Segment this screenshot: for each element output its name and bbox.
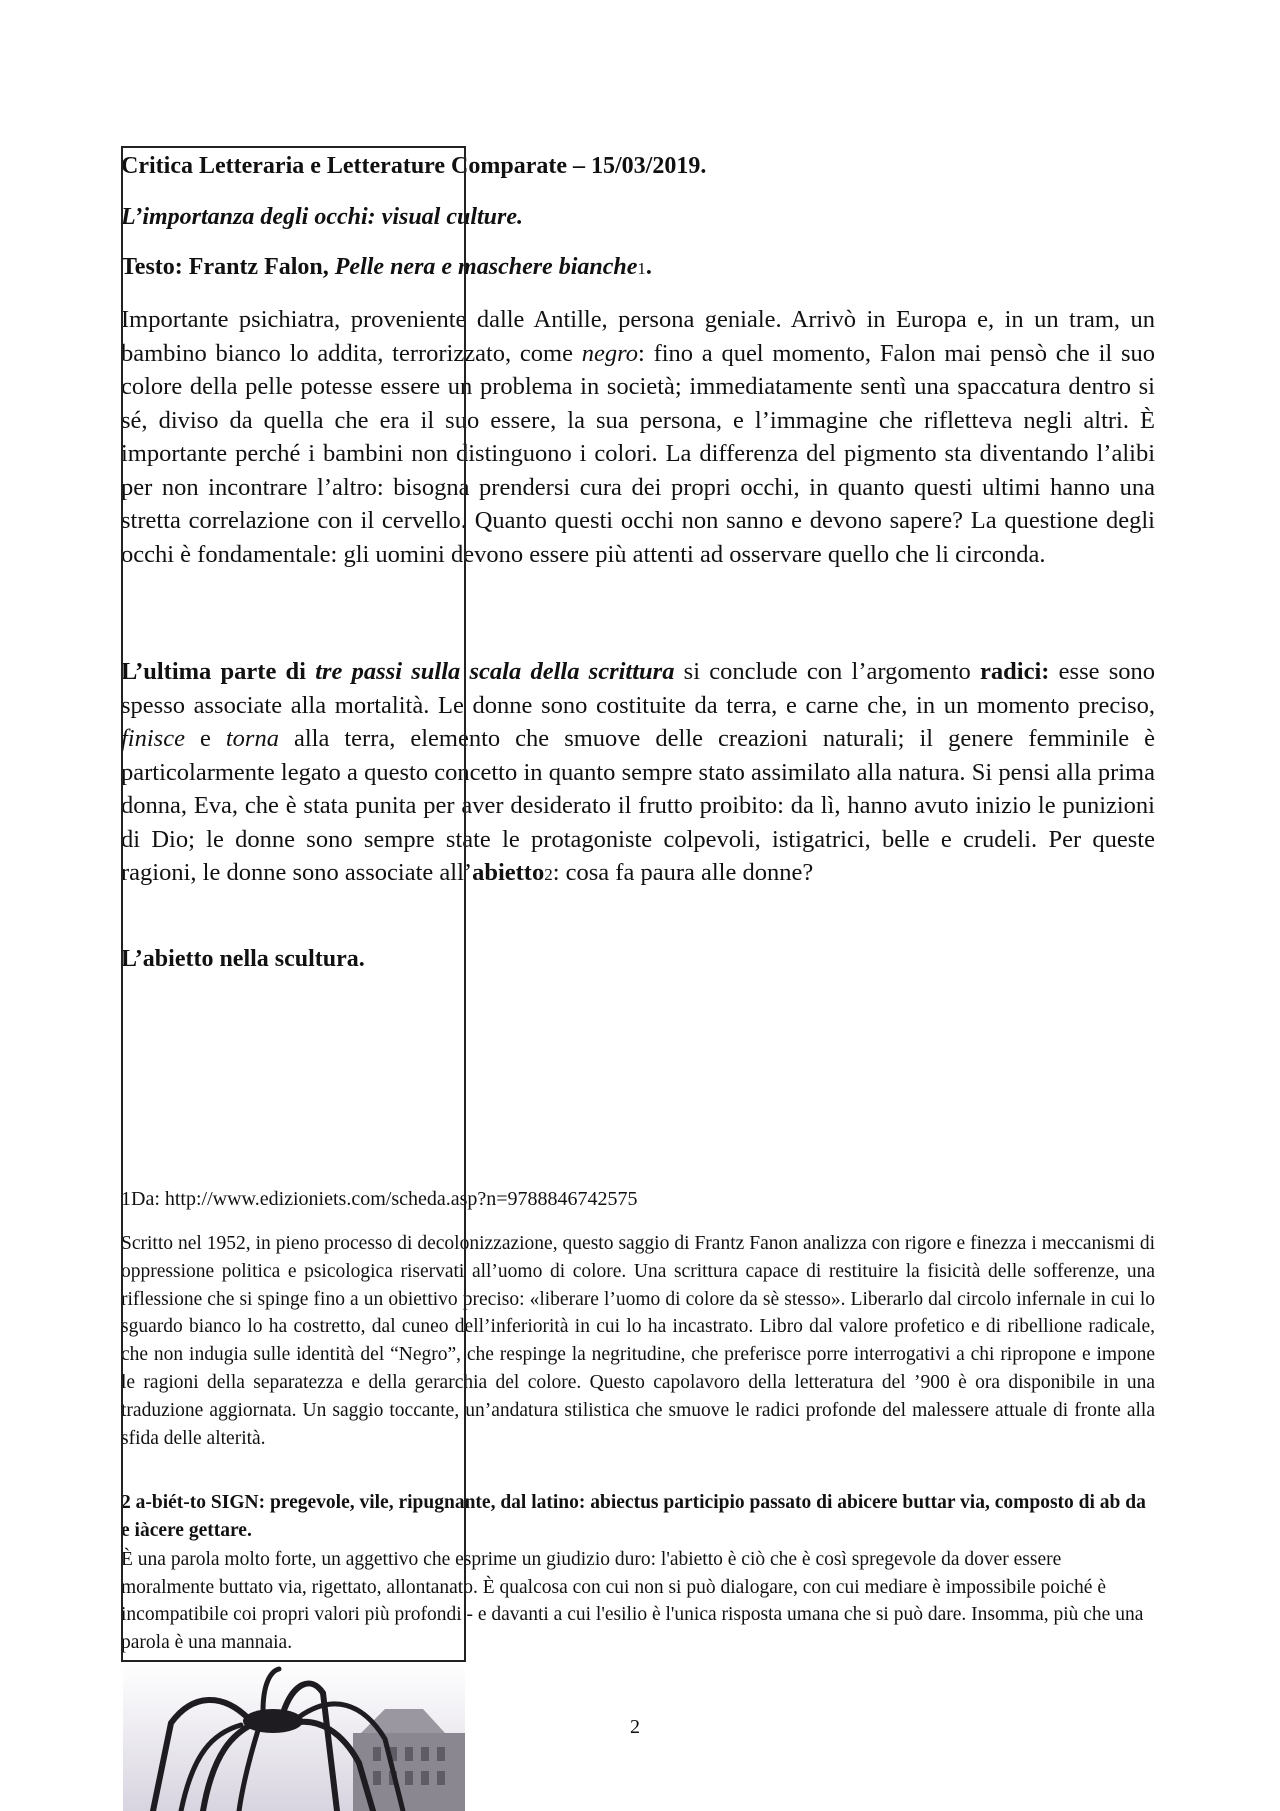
footnote-ref-1: 1: [637, 259, 646, 278]
footnote-1-body: Scritto nel 1952, in pieno processo di decolonizzazione, questo saggio di Frantz Fanon analizza con rigore e finezza i meccanismi di oppressione politica e psicologica riservati all’uomo di colore. Una scrittura capace di restituire la fisicità delle sofferenze, una riflessione che si spinge fino a un obiettivo preciso: «liberare l’uomo di colore da sè stesso». Liberarlo dal circolo infernale in cui lo sguardo bianco lo ha costretto, dal cuneo dell’inferiorità in cui lo ha incastrato. Libro dal valore profetico e di ribellione radicale, che non indugia sulle identità del “Negro”, che respinge la negritudine, che preferisce porre interrogativi a chi ripropone e impone le ragioni della separatezza e della gerarchia del colore. Questo capolavoro della letteratura del ’900 è ora disponibile in una traduzione aggiornata. Un saggio toccante, un’andatura stilistica che smuove le radici profonde del malessere attuale di fronte alla sfida delle alterità.: [121, 1233, 1155, 1449]
text-reference-end: .: [645, 254, 652, 280]
paragraph-2-part-e: esse sono spesso associate alla mortalità. Le donne sono costituite da terra, e carne che, in un momento preciso,: [121, 658, 1155, 719]
image-frame: [121, 146, 466, 1662]
footnote-1-source: 1Da: http://www.edizioniets.com/scheda.asp?n=9788846742575: [121, 1188, 638, 1210]
paragraph-2-part-i: alla terra, elemento che smuove delle creazioni naturali; il genere femminile è particolarmente legato a questo concetto in quanto sempre stato assimilato alla natura. Si pensi alla prima donna, Eva, che è stata punita per aver desiderato il frutto proibito: da lì, hanno avuto inizio le punizioni di Dio; le donne sono sempre state le protagoniste colpevoli, istigatrici, belle e crudeli. Per queste ragioni, le donne sono associate all’: [121, 725, 1155, 886]
text-reference-label: Testo: Frantz Falon,: [121, 254, 335, 280]
paragraph-2-part-c: si conclude con l’argomento: [674, 658, 981, 685]
paragraph-1-italic-negro: negro: [581, 339, 638, 367]
section-heading: L’abietto nella scultura.: [121, 946, 365, 972]
paragraph-2-part-l: : cosa fa paura alle donne?: [552, 859, 814, 886]
spider-sculpture-photo: [123, 1663, 465, 1811]
text-reference-book: Pelle nera e maschere bianche: [334, 254, 638, 280]
paragraph-2-bold-radici: radici:: [980, 658, 1050, 685]
footnote-2-heading: 2 a-biét-to SIGN: pregevole, vile, ripugnante, dal latino: abiectus participio passato di abicere buttar via, composto di ab da e iàcere gettare.: [121, 1492, 1146, 1541]
paragraph-1-part-c: : fino a quel momento, Falon mai pensò che il suo colore della pelle potesse essere un problema in società; immediatamente sentì una spaccatura dentro si sé, diviso da quella che era il suo essere, la sua persona, e l’immagine che rifletteva negli altri. È importante perché i bambini non distinguono i colori. La differenza del pigmento sta diventando l’alibi per non incontrare l’altro: bisogna prendersi cura dei propri occhi, in quanto questi ultimi hanno una stretta correlazione con il cervello. Quanto questi occhi non sanno e devono sapere? La questione degli occhi è fondamentale: gli uomini devono essere più attenti ad osservare quello che li circonda.: [121, 339, 1155, 568]
document-subtitle: L’importanza degli occhi: visual culture.: [121, 204, 524, 230]
page-number: 2: [630, 1716, 640, 1738]
footnote-2-body: È una parola molto forte, un aggettivo che esprime un giudizio duro: l'abietto è ciò che è così spregevole da dover essere moralmente buttato via, rigettato, allontanato. È qualcosa con cui non si può dialogare, con cui mediare è impossibile poiché è incompatibile coi propri valori più profondi - e davanti a cui l'esilio è l'unica risposta umana che si può dare. Insomma, più che una parola è una mannaia.: [121, 1549, 1144, 1653]
footnote-ref-2: 2: [544, 865, 553, 884]
paragraph-2-bold-intro: L’ultima parte di: [121, 658, 316, 685]
paragraph-2-bold-italic-title: tre passi sulla scala della scrittura: [315, 658, 675, 685]
document-title: Critica Letteraria e Letterature Comparate – 15/03/2019.: [121, 153, 707, 179]
paragraph-2-italic-finisce: finisce: [121, 725, 185, 752]
paragraph-1-part-a: Importante psichiatra, proveniente dalle Antille, persona geniale. Arrivò in Europa e, in un tram, un bambino bianco lo addita, terrorizzato, come: [121, 306, 1155, 367]
paragraph-2-part-g: e: [184, 725, 226, 752]
paragraph-2-bold-abietto: abietto: [472, 859, 545, 886]
spider-sculpture-image: [123, 1663, 465, 1811]
paragraph-2-italic-torna: torna: [225, 725, 279, 752]
